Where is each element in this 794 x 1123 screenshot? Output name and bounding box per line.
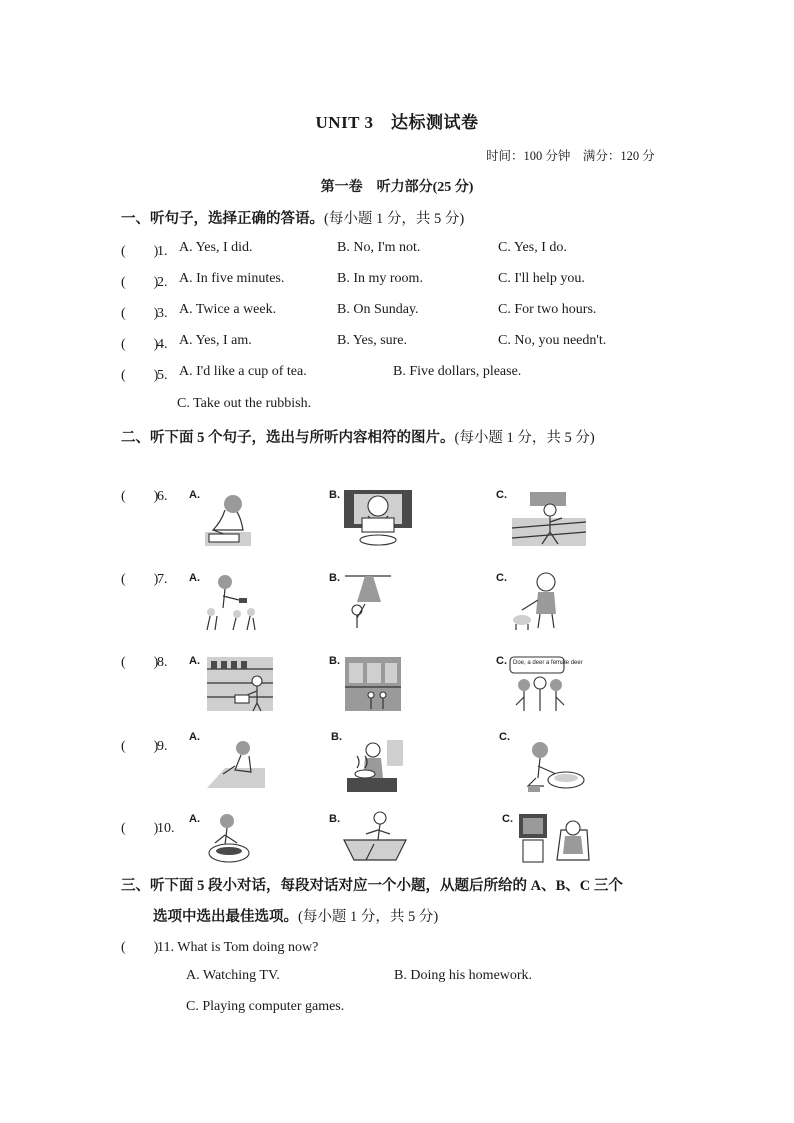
boy-eating-picture[interactable] [342, 488, 414, 548]
pic-label-c: C. [496, 655, 507, 667]
pic-label-b: B. [329, 655, 340, 667]
street-shops-picture[interactable] [343, 655, 403, 713]
question-6: ( )6. [121, 485, 168, 505]
children-singing-picture[interactable] [510, 655, 583, 713]
boy-cleaning-room-picture[interactable] [510, 488, 588, 548]
pic-label-c: C. [499, 731, 510, 743]
part-heading: 第一卷 听力部分(25 分) [320, 180, 474, 195]
option-a: A. In five minutes. [179, 271, 285, 286]
question-5: ( )5. [121, 364, 168, 384]
answer-blank[interactable]: ( ) [121, 275, 159, 290]
girl-watering-flowers-picture[interactable] [203, 572, 257, 632]
answer-blank[interactable]: ( ) [121, 306, 159, 321]
section1-heading: 一、听句子，选择正确的答语。(每小题 1 分，共 5 分) [121, 211, 465, 227]
option-a: A. Watching TV. [186, 968, 280, 983]
answer-blank[interactable]: ( ) [121, 368, 159, 383]
question-11: ( )11. What is Tom doing now? [121, 936, 318, 956]
question-8: ( )8. [121, 651, 168, 671]
option-b: B. On Sunday. [337, 302, 419, 317]
answer-blank[interactable]: ( ) [121, 337, 159, 352]
supermarket-shopping-picture[interactable] [205, 655, 275, 713]
option-b: B. No, I'm not. [337, 240, 421, 255]
option-b: B. Five dollars, please. [393, 364, 522, 379]
answer-blank[interactable]: ( ) [121, 821, 159, 836]
exam-meta: 时间：100 分钟 满分：120 分 [486, 149, 655, 163]
girl-watching-tv-picture[interactable] [517, 810, 595, 866]
answer-blank[interactable]: ( ) [121, 244, 159, 259]
speech-bubble-text: Doe, a deer a female deer [513, 660, 583, 666]
option-a: A. Twice a week. [179, 302, 277, 317]
girl-walking-dog-picture[interactable] [510, 570, 574, 632]
pic-label-b: B. [329, 813, 340, 825]
boy-washing-dishes-picture[interactable] [205, 813, 253, 865]
option-b: B. Doing his homework. [394, 968, 533, 983]
girl-washing-clothes-picture[interactable] [518, 738, 588, 794]
pic-label-a: A. [189, 489, 200, 501]
pic-label-a: A. [189, 813, 200, 825]
pic-label-b: B. [331, 731, 342, 743]
pic-label-a: A. [189, 731, 200, 743]
option-c: C. No, you needn't. [498, 333, 607, 348]
pic-label-c: C. [496, 489, 507, 501]
girl-hanging-clothes-picture[interactable] [343, 572, 393, 632]
option-c: C. Take out the rubbish. [177, 396, 312, 411]
question-1: ( )1. [121, 240, 168, 260]
option-b: B. Yes, sure. [337, 333, 408, 348]
option-a: A. Yes, I am. [179, 333, 252, 348]
pic-label-a: A. [189, 572, 200, 584]
option-b: B. In my room. [337, 271, 423, 286]
answer-blank[interactable]: ( ) [121, 739, 159, 754]
question-stem: What is Tom doing now? [177, 940, 319, 955]
answer-blank[interactable]: ( ) [121, 489, 159, 504]
pic-label-c: C. [502, 813, 513, 825]
option-a: A. Yes, I did. [179, 240, 253, 255]
boy-sweeping-table-picture[interactable] [205, 738, 267, 790]
girl-setting-table-picture[interactable] [340, 810, 410, 864]
answer-blank[interactable]: ( ) [121, 572, 159, 587]
question-9: ( )9. [121, 735, 168, 755]
section3-heading-cont: 选项中选出最佳选项。(每小题 1 分，共 5 分) [153, 909, 439, 925]
question-4: ( )4. [121, 333, 168, 353]
option-a: A. I'd like a cup of tea. [179, 364, 307, 379]
section2-heading: 二、听下面 5 个句子，选出与所听内容相符的图片。(每小题 1 分，共 5 分) [121, 430, 595, 446]
answer-blank[interactable]: ( ) [121, 940, 159, 955]
pic-label-c: C. [496, 572, 507, 584]
option-c: C. For two hours. [498, 302, 597, 317]
section3-heading: 三、听下面 5 段小对话，每段对话对应一个小题，从题后所给的 A、B、C 三个 [121, 878, 623, 894]
pic-label-b: B. [329, 489, 340, 501]
pic-label-b: B. [329, 572, 340, 584]
pic-label-a: A. [189, 655, 200, 667]
option-c: C. Yes, I do. [498, 240, 567, 255]
question-2: ( )2. [121, 271, 168, 291]
option-c: C. Playing computer games. [186, 999, 345, 1014]
question-3: ( )3. [121, 302, 168, 322]
girl-cooking-picture[interactable] [337, 738, 405, 794]
question-7: ( )7. [121, 568, 168, 588]
girl-writing-picture[interactable] [203, 492, 253, 548]
answer-blank[interactable]: ( ) [121, 655, 159, 670]
question-10: ( )10. [121, 817, 175, 837]
page-title: UNIT 3 达标测试卷 [315, 113, 479, 132]
option-c: C. I'll help you. [498, 271, 585, 286]
